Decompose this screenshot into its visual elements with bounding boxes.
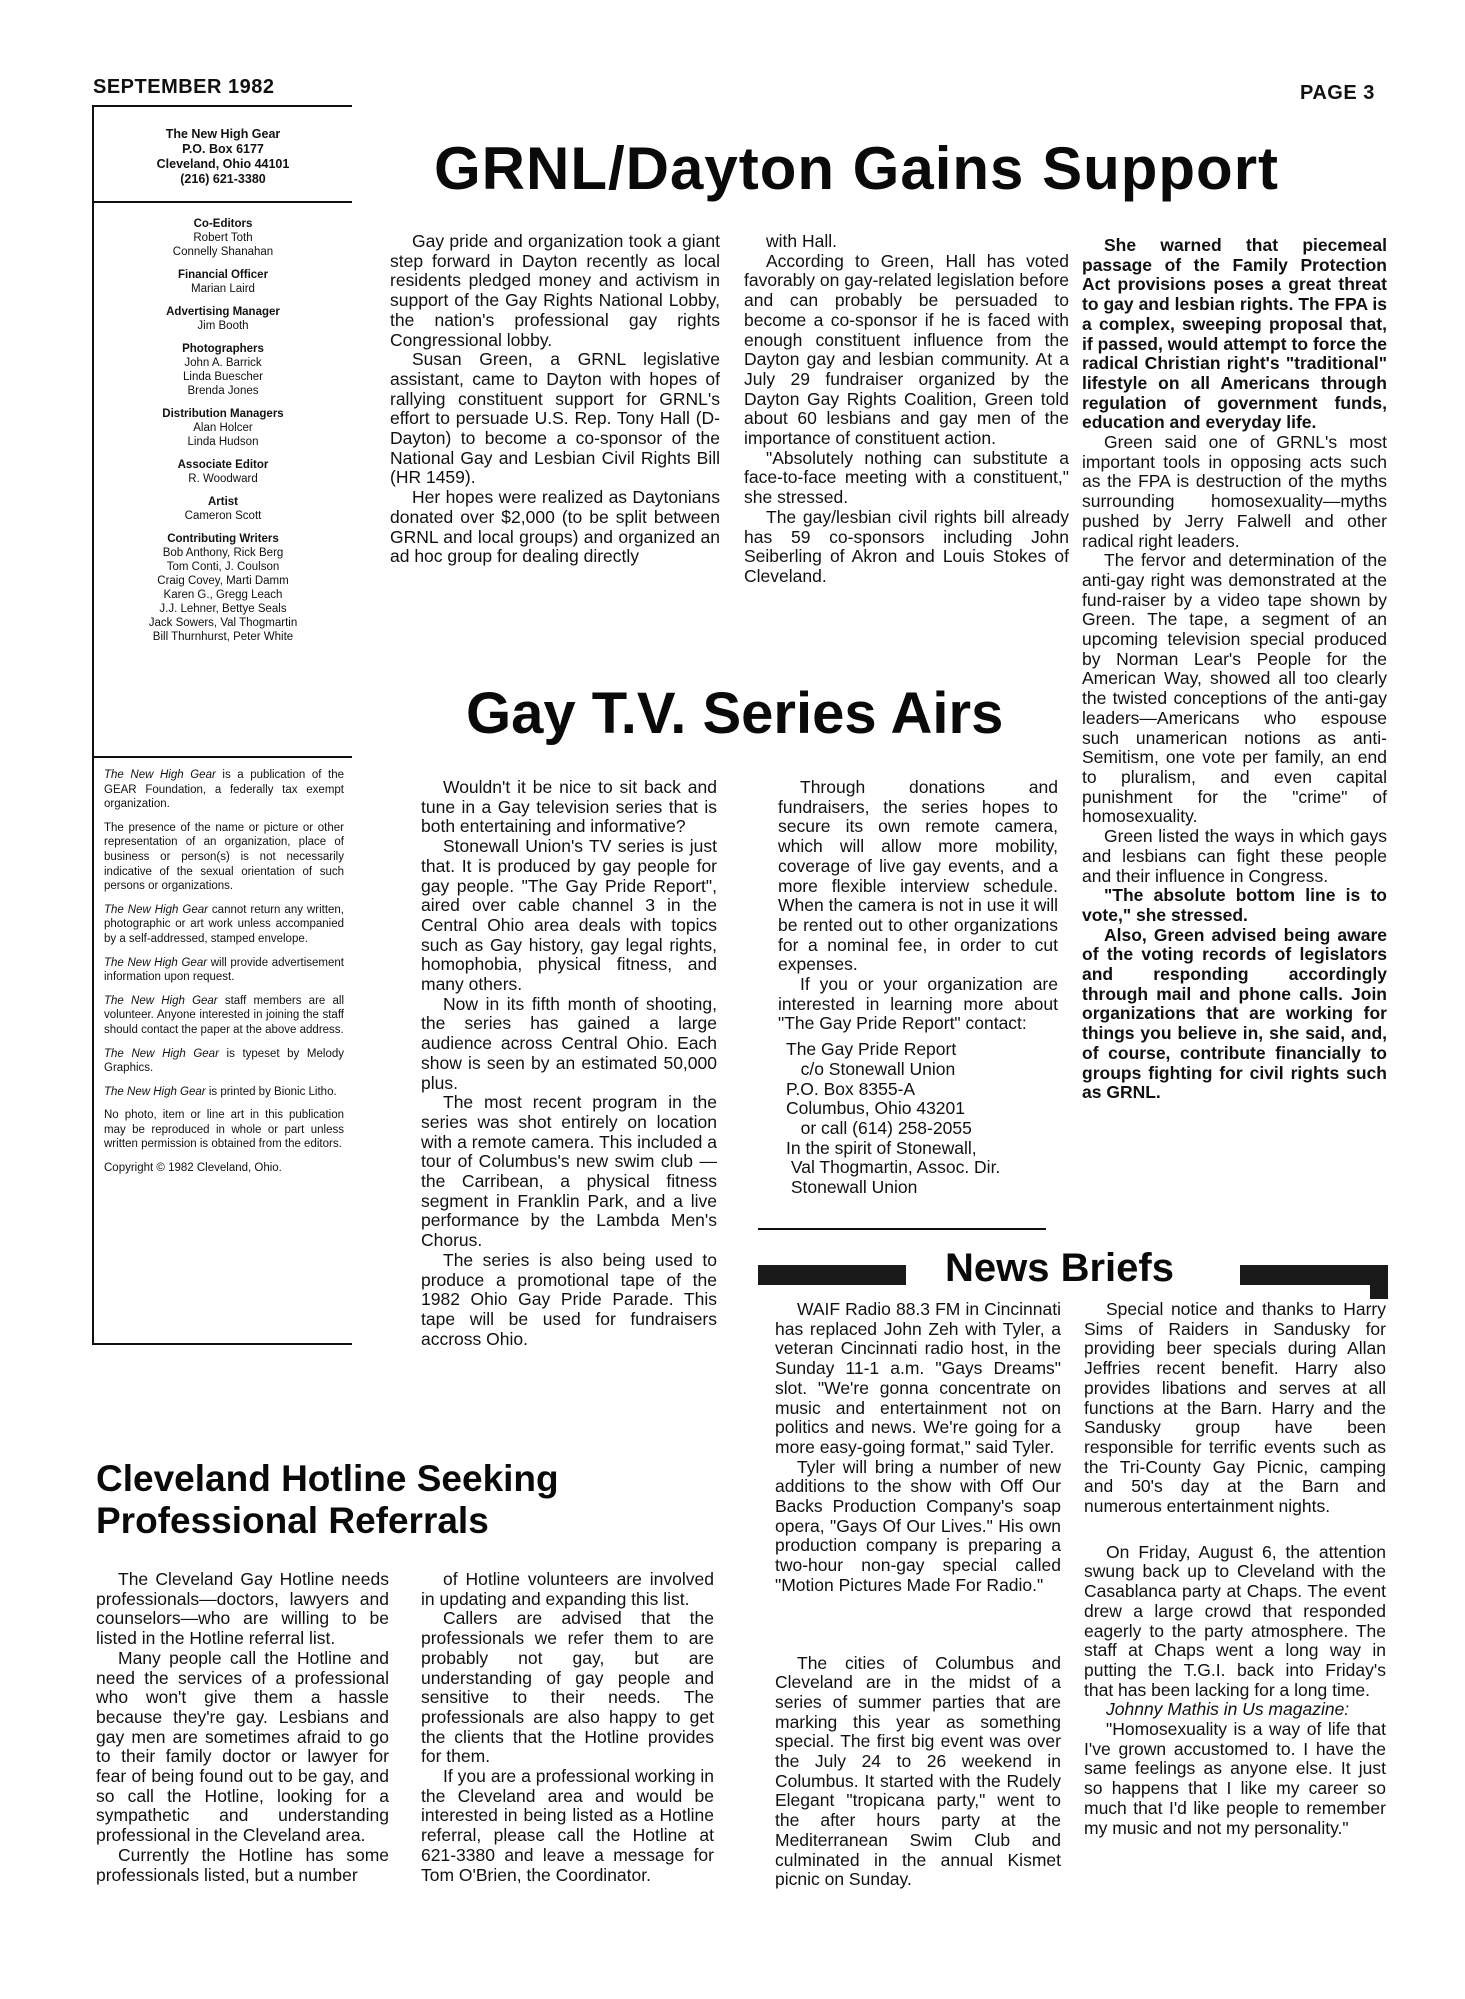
notice-text: is printed by Bionic Litho. bbox=[205, 1085, 337, 1098]
grnl-column-1 bbox=[390, 232, 720, 567]
masthead-address bbox=[94, 107, 352, 203]
staff-section bbox=[98, 217, 348, 259]
staff-section bbox=[98, 342, 348, 398]
paragraph: "Absolutely nothing can substitute a face-to-face meeting with a constituent," she stressed. bbox=[744, 447, 1069, 508]
notice-text: cannot return any written, photographic or art work unless accompanied by a self-addressed, stamped envelope. bbox=[104, 903, 344, 945]
text-line: Stonewall Union bbox=[786, 1177, 918, 1198]
paragraph: Special notice and thanks to Harry Sims of Raiders in Sandusky for providing beer specials during Allan Jeffries recent benefit. Harry also provides libations and serves at all functions at the Barn. Harry and the Sandusky group have been responsible for terrific events such as the Tri-County Gay Picnic, camping and 50's day at the Barn and numerous entertainment nights. bbox=[1084, 1299, 1386, 1517]
notice-text: is typeset by Melody Graphics. bbox=[104, 1047, 344, 1075]
staff-name: Marian Laird bbox=[191, 283, 255, 295]
paragraph: If you are a professional working in the Cleveland area and would be interested in being listed as a Hotline referral, please call the Hotline at 621-3380 and leave a message for Tom O'Brien, the Coordinator. bbox=[421, 1766, 714, 1885]
staff-title: Contributing Writers bbox=[167, 533, 279, 545]
staff-title: Financial Officer bbox=[177, 269, 269, 281]
hotline-column-1 bbox=[96, 1570, 389, 1885]
masthead-box bbox=[92, 105, 352, 1345]
staff-title: Artist bbox=[207, 496, 239, 508]
paragraph: Callers are advised that the professionals we refer them to are probably not gay, but are understanding of gay people and sensitive to their needs. The professionals are also happy to get the clients that the Hotline provides for them. bbox=[421, 1608, 714, 1767]
grnl-column-3-body bbox=[1082, 433, 1387, 886]
paragraph: with Hall. bbox=[766, 231, 837, 251]
quote: "Homosexuality is a way of life that I've grown accustomed to. I have the same feelings as anyone else. It just so happens that I like my career so much that I'd like people to remember my music and not my personality." bbox=[1084, 1719, 1386, 1838]
staff-title: Co-Editors bbox=[193, 218, 253, 230]
notice bbox=[104, 903, 344, 947]
briefs-bar-right bbox=[1240, 1265, 1388, 1285]
paragraph: Green said one of GRNL's most important tools in opposing acts such as the FPA is destruction of the myths surrounding homosexuality—myths pushed by Jerry Falwell and other radical right leaders. bbox=[1082, 432, 1387, 551]
brief-radio bbox=[775, 1300, 1061, 1596]
text-line: Cleveland, Ohio 44101 bbox=[156, 157, 290, 171]
paragraph: Gay pride and organization took a giant step forward in Dayton recently as local residents pledged money and activism in support of the Gay Rights National Lobby, the nation's professional gay rights Congressional lobby. bbox=[390, 231, 720, 350]
staff-name: Robert Toth bbox=[193, 232, 253, 244]
staff-name: Jim Booth bbox=[197, 320, 249, 332]
briefs-bar-left bbox=[758, 1265, 906, 1285]
paragraph: Through donations and fundraisers, the series hopes to secure its own remote camera, which will allow more mobility, coverage of live gay events, and a more flexible interview schedule. When the camera is not in use it will be rented out to other organizations for a nominal fee, in order to cut expenses. bbox=[778, 777, 1058, 975]
paragraph: Tyler will bring a number of new additions to the show with Off Our Backs Production Company's soap opera, "Gays Of Our Lives." His own production company is preparing a two-hour non-gay special called "Motion Pictures Made For Radio." bbox=[775, 1456, 1061, 1595]
paragraph: The fervor and determination of the anti-gay right was demonstrated at the fund-raiser by a video tape shown by Green. The tape, a segment of an upcoming television special produced by Norman Lear's People for the American Way, showed all too clearly the twisted conceptions of the anti-gay leaders—Americans who espouse such unamerican notions as anti-Semitism, one vote per family, an end to pluralism, and even capital punishment for the "crime" of homosexuality. bbox=[1082, 550, 1387, 827]
tv-column-1 bbox=[421, 778, 717, 1349]
staff-section bbox=[98, 532, 348, 644]
notice-text: is a publication of the GEAR Foundation, a federally tax exempt organization. bbox=[104, 769, 344, 811]
divider bbox=[758, 1228, 1046, 1230]
staff-section bbox=[98, 407, 348, 449]
paragraph: Green listed the ways in which gays and lesbians can fight these people and their influence in Congress. bbox=[1082, 826, 1387, 886]
staff-section bbox=[98, 305, 348, 333]
contact-address bbox=[778, 1040, 1058, 1198]
paragraph: Also, Green advised being aware of the voting records of legislators and responding accordingly through mail and phone calls. Join organizations that are working for things you believe in, she said, and, of course, contribute financially to groups fighting for civil rights such as GRNL. bbox=[1082, 924, 1387, 1103]
publication-name: The New High Gear bbox=[104, 956, 208, 969]
publication-name: The New High Gear bbox=[104, 1047, 219, 1060]
brief-sandusky bbox=[1084, 1300, 1386, 1517]
hotline-headline bbox=[96, 1458, 559, 1542]
paragraph: Currently the Hotline has some professionals listed, but a number bbox=[96, 1844, 389, 1885]
tv-column-2 bbox=[778, 778, 1058, 1198]
text-line: P.O. Box 8355-A bbox=[786, 1078, 916, 1099]
paragraph: The Cleveland Gay Hotline needs professionals—doctors, lawyers and counselors—who are willing to be listed in the Hotline referral list. bbox=[96, 1569, 389, 1649]
notice bbox=[104, 768, 344, 812]
staff-name: John A. Barrick bbox=[184, 357, 262, 369]
text-line: (216) 621-3380 bbox=[180, 172, 266, 186]
notice-text: will provide advertisement information upon request. bbox=[104, 956, 344, 984]
staff-name: Linda Hudson bbox=[187, 436, 259, 448]
paragraph: On Friday, August 6, the attention swung back up to Cleveland with the Casablanca party at Chaps. The event drew a large crowd that responded eagerly to the party atmosphere. The staff at Chaps went a long way in putting the T.G.I. back into Friday's that has been lacking for a long time. bbox=[1084, 1541, 1386, 1700]
staff-name: Craig Covey, Marti Damm bbox=[157, 575, 289, 587]
staff-name: Jack Sowers, Val Thogmartin bbox=[148, 617, 298, 629]
notice bbox=[104, 1047, 344, 1076]
staff-name: Linda Buescher bbox=[183, 371, 263, 383]
notice-text: No photo, item or line art in this publication may be reproduced in whole or part unless written permission is obtained from the editors. bbox=[104, 1109, 344, 1151]
staff-name: Cameron Scott bbox=[184, 510, 262, 522]
paragraph: If you or your organization are interested in learning more about "The Gay Pride Report" contact: bbox=[778, 974, 1058, 1034]
page-number: PAGE 3 bbox=[1300, 82, 1375, 104]
staff-section bbox=[98, 458, 348, 486]
tv-headline: Gay T.V. Series Airs bbox=[466, 681, 1004, 746]
paragraph: Wouldn't it be nice to sit back and tune in a Gay television series that is both entertaining and informative? bbox=[421, 777, 717, 837]
text-line: In the spirit of Stonewall, bbox=[786, 1137, 977, 1158]
grnl-headline: GRNL/Dayton Gains Support bbox=[434, 135, 1280, 202]
staff-name: Bill Thurnhurst, Peter White bbox=[152, 631, 294, 643]
notice bbox=[104, 1108, 344, 1152]
staff-name: Connelly Shanahan bbox=[172, 246, 274, 258]
paragraph: Stonewall Union's TV series is just that. It is produced by gay people for gay people. "The Gay Pride Report", aired over cable channel 3 in the Central Ohio area deals with topics such as Gay history, gay legal rights, homophobia, physical fitness, and many others. bbox=[421, 836, 717, 995]
text-line: P.O. Box 6177 bbox=[182, 142, 264, 156]
paragraph: The series is also being used to produce a promotional tape of the 1982 Ohio Gay Pride Parade. This tape will be used for fundraisers accross Ohio. bbox=[421, 1249, 717, 1349]
text-line: The Gay Pride Report bbox=[786, 1039, 957, 1060]
staff-list bbox=[94, 203, 352, 758]
staff-section bbox=[98, 268, 348, 296]
hotline-headline-line-2: Professional Referrals bbox=[96, 1500, 489, 1541]
paragraph: "The absolute bottom line is to vote," she stressed. bbox=[1082, 885, 1387, 925]
staff-section bbox=[98, 495, 348, 523]
grnl-column-3-end bbox=[1082, 886, 1387, 1103]
paragraph: Susan Green, a GRNL legislative assistant, came to Dayton with hopes of rallying constituent support for GRNL's effort to persuade U.S. Rep. Tony Hall (D-Dayton) to become a co-sponsor of the National Gay and Lesbian Civil Rights Bill (HR 1459). bbox=[390, 349, 720, 488]
publication-name: The New High Gear bbox=[104, 769, 216, 781]
notice bbox=[104, 1161, 344, 1176]
staff-title: Distribution Managers bbox=[162, 408, 284, 420]
paragraph: The most recent program in the series was shot entirely on location with a remote camera. This included a tour of Columbus's new swim club — the Carribean, a physical fitness segment in Franklin Park, and a live performance by the Lambda Men's Chorus. bbox=[421, 1092, 717, 1251]
text-line: Columbus, Ohio 43201 bbox=[786, 1098, 965, 1119]
brief-summer-parties bbox=[775, 1654, 1061, 1890]
publication-name: The New High Gear bbox=[104, 1085, 206, 1098]
briefs-bar-corner bbox=[1370, 1265, 1388, 1299]
text-line: c/o Stonewall Union bbox=[786, 1058, 956, 1079]
hotline-headline-line-1: Cleveland Hotline Seeking bbox=[96, 1458, 559, 1499]
paragraph: of Hotline volunteers are involved in updating and expanding this list. bbox=[421, 1569, 714, 1609]
paragraph: According to Green, Hall has voted favorably on gay-related legislation before and can probably be persuaded to become a co-sponsor if he is faced with enough constituent influence from the Dayton gay and lesbian community. At a July 29 fundraiser organized by the Dayton Gay Rights Coalition, Green told about 60 lesbians and gay men of the importance of constituent action. bbox=[744, 250, 1069, 449]
notice bbox=[104, 1085, 344, 1100]
hotline-column-2 bbox=[421, 1570, 714, 1885]
grnl-column-3-lead bbox=[1082, 236, 1387, 433]
staff-title: Advertising Manager bbox=[166, 306, 280, 318]
paragraph: WAIF Radio 88.3 FM in Cincinnati has replaced John Zeh with Tyler, a veteran Cincinnati radio host, in the Sunday 11-1 a.m. "Gays Dreams" slot. "We're gonna concentrate on music and entertainment not on politics and news. We're going for a more easy-going format," said Tyler. bbox=[775, 1299, 1061, 1457]
briefs-column-1 bbox=[775, 1300, 1061, 1890]
staff-name: Brenda Jones bbox=[187, 385, 259, 397]
staff-name: Tom Conti, J. Coulson bbox=[166, 561, 280, 573]
notice bbox=[104, 821, 344, 894]
text-line: The New High Gear bbox=[165, 127, 281, 141]
paragraph: Many people call the Hotline and need the services of a professional who won't give them a hassle because they're gay. Lesbians and gay men are sometimes afraid to go to their family doctor or lawyer for fear of being found out to be gay, and so call the Hotline, looking for a sympathetic and understanding professional in the Cleveland area. bbox=[96, 1647, 389, 1846]
paragraph: She warned that piecemeal passage of the Family Protection Act provisions poses a great threat to gay and lesbian rights. The FPA is a complex, sweeping proposal that, if passed, would attempt to force the radical Christian right's "traditional" lifestyle on all Americans through regulation of government funds, education and everyday life. bbox=[1082, 235, 1387, 433]
issue-date: SEPTEMBER 1982 bbox=[93, 76, 275, 98]
paragraph: Now in its fifth month of shooting, the series has gained a large audience across Central Ohio. Each show is seen by an estimated 50,000 plus. bbox=[421, 993, 717, 1093]
tv-column-2-body bbox=[778, 778, 1058, 1034]
grnl-column-3 bbox=[1082, 236, 1387, 1103]
staff-title: Associate Editor bbox=[177, 459, 269, 471]
briefs-column-2 bbox=[1084, 1300, 1386, 1838]
grnl-column-2 bbox=[744, 232, 1069, 587]
staff-name: R. Woodward bbox=[188, 473, 258, 485]
notice-text: The presence of the name or picture or other representation of an organization, place of business or person(s) is not necessarily indicative of the sexual orientation of such persons or organizations. bbox=[104, 821, 344, 893]
staff-name: Karen G., Gregg Leach bbox=[163, 589, 283, 601]
staff-title: Photographers bbox=[182, 343, 264, 355]
staff-name: Bob Anthony, Rick Berg bbox=[162, 547, 284, 559]
paragraph: The gay/lesbian civil rights bill already has 59 co-sponsors including John Seiberling of Akron and Louis Stokes of Cleveland. bbox=[744, 506, 1069, 586]
paragraph: The cities of Columbus and Cleveland are in the midst of a series of summer parties that are marking this year as something special. The first big event was over the July 24 to 26 weekend in Columbus. It started with the Rudely Elegant "tropicana party," went to the after hours party at the Mediterranean Swim Club and culminated in the annual Kismet picnic on Sunday. bbox=[775, 1652, 1061, 1890]
text-line: Val Thogmartin, Assoc. Dir. bbox=[786, 1157, 1001, 1178]
brief-casablanca bbox=[1084, 1543, 1386, 1701]
notice-text: staff members are all volunteer. Anyone interested in joining the staff should contact the paper at the above address. bbox=[104, 994, 345, 1036]
briefs-headline: News Briefs bbox=[945, 1246, 1174, 1290]
publication-name: The New High Gear bbox=[104, 903, 208, 916]
text-line: or call (614) 258-2055 bbox=[786, 1117, 972, 1138]
staff-name: J.J. Lehner, Bettye Seals bbox=[159, 603, 287, 615]
notice bbox=[104, 956, 344, 985]
publication-notices bbox=[94, 758, 352, 1176]
publication-name: The New High Gear bbox=[104, 994, 218, 1007]
notice-text: Copyright © 1982 Cleveland, Ohio. bbox=[104, 1162, 282, 1175]
quote-source: Johnny Mathis in Us magazine: bbox=[1106, 1699, 1350, 1720]
staff-name: Alan Holcer bbox=[193, 422, 253, 434]
paragraph: Her hopes were realized as Daytonians donated over $2,000 (to be split between GRNL and local groups) and organized an ad hoc group for dealing directly bbox=[390, 487, 720, 567]
notice bbox=[104, 994, 344, 1038]
